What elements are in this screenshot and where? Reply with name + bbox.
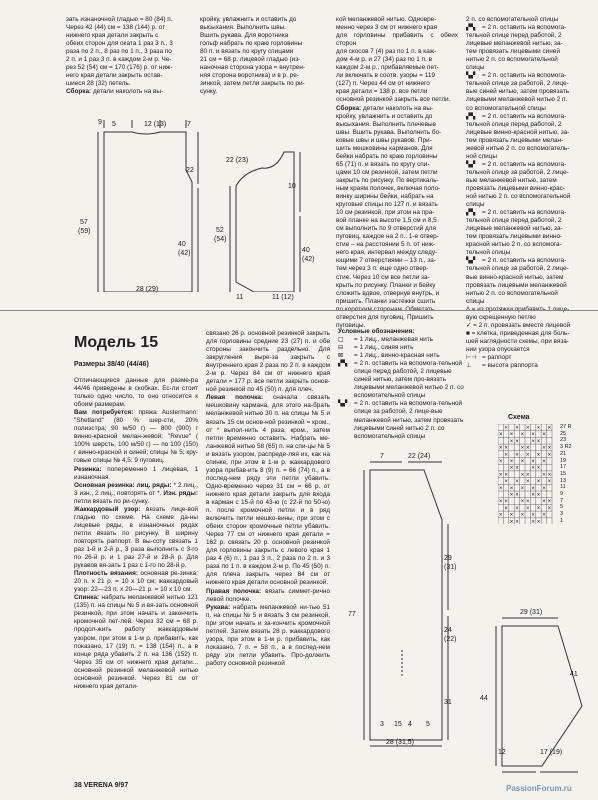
cross-cell-icon: ×	[542, 512, 546, 519]
cross-cell-icon: ×	[520, 472, 525, 479]
dim-label: 12	[498, 749, 506, 756]
cross-cell-icon: ×	[515, 479, 519, 486]
dim-label: 22 (24)	[408, 453, 431, 460]
cross-cell-icon: ×	[526, 472, 530, 479]
cross-cell-icon: ×	[542, 432, 546, 439]
cross-cell-icon: ×	[542, 472, 546, 479]
cross-cell-icon: ×	[526, 425, 530, 432]
scheme-row-label: 13	[560, 477, 567, 484]
dim-label: 41	[570, 671, 578, 678]
cross-cell-icon: ×	[520, 485, 525, 492]
front-schematic	[344, 440, 464, 750]
cross-cell-icon: ×	[499, 512, 503, 519]
cross-cell-icon: ×	[526, 505, 530, 512]
scheme-row-label: 15	[560, 470, 567, 477]
dim-label: 57	[80, 219, 88, 226]
cross-cell-icon: ×	[547, 479, 552, 486]
dim-label: 5	[426, 721, 430, 728]
dim-label: 77	[348, 611, 356, 618]
cross-cell-icon: ×	[536, 519, 541, 524]
scheme-row-label: 3 R2	[560, 444, 572, 451]
cable-symbol-icon: ▚▞	[466, 160, 476, 168]
cable-symbol-icon: ▞▚	[466, 209, 476, 217]
dim-label: (42)	[302, 256, 315, 263]
dim-label: 4	[408, 721, 412, 728]
cross-cell-icon: ×	[515, 492, 519, 499]
cable-symbol-icon: ▚▞	[466, 257, 476, 265]
dim-label: 31	[444, 699, 452, 706]
cross-cell-icon: ×	[547, 445, 552, 452]
repeat-bracket-icon: ⊢⊣	[466, 353, 477, 361]
scheme-row-label: 1	[560, 517, 564, 524]
dim-label: 40	[302, 247, 310, 254]
cross-cell-icon: ×	[536, 425, 541, 432]
scheme-row-label: 9	[560, 491, 564, 498]
cross-cell-icon: ×	[509, 459, 514, 465]
cross-cell-icon: ×	[531, 438, 535, 445]
cross-cell-icon: ×	[504, 479, 508, 486]
watermark: PassionForum.ru	[506, 784, 572, 793]
cross-cell-icon: ×	[509, 512, 514, 519]
colA-text: Отличающиеся данные для разме-ра 44/46 приведены в скобках. Ес-ли стоит только одно число, то оно относится к обоим размерам. Вам потребуется: пряжа Austermann: "Shetland" (80 % шер-сти, 20% полиэстра; 90 м/50 г) — 800 (900) г винно-красной мелан-жевой; "Revue" ( 100% шерсть, 100 м/50 г) — по 100 (150) г винно-красной и синей; спицы № 5; кру-говые спицы № 4,5; 9 пуговиц. Резинка: попеременно 1 лицевая, 1 изнаночная. Основная резинка: лиц. ряды: * 2 лиц., 3 изн., 2 лиц., повторять от *. Изн. ряды: петли вязать по ри-сунку. Жаккардовый узор: вязать лице-вой гладью по схеме. На схеме да-ны лицевые ряды, в изнаночных рядах петли вязать по рисунку. В ширину повторять раппорт. В вы-соту связать 1 раз 1-й и 2-й р., 3 раза выполнить с 3-го по 26-й р. и 1 раз 27-й и 28-й р. Для рукавов вя-зать 1 раз с 1-го по 28-й р. Плотность вязания: основная ре-зинка: 20 п. x 21 р. = 10 x 10 см; жаккардовый узор: 22—23 п. x 20—21 р. = 10 x 10 см. Спинка: набрать меланжевой нитью 121 (135) п. на спицы № 5 и вя-зать основной резинкой, при этом начать и закончить кромочной пет-лей. Через 32 см = 68 р. продол-жить работу жаккардовым узором, при этом в 1-м р. прибавить, как показано, 17 (19) п. = 138 (154) п., а в конце ряда убавить 2 п. на 136 (152) п. Через 35 см от нижнего края детали... основной резинкой меланжевой нитью основной резинкой. Через 81 см от нижнего края детали-	[74, 377, 198, 690]
cross-cell-icon: ×	[520, 512, 525, 519]
cross-cell-icon: ×	[536, 492, 541, 499]
cross-cell-icon: ×	[531, 519, 535, 524]
legend	[338, 328, 466, 441]
legend-title: Условные обозначения:	[338, 328, 415, 335]
cross-cell-icon: ×	[531, 459, 535, 465]
scheme-row-label: 17	[560, 464, 567, 471]
cross-cell-icon: ×	[547, 499, 552, 506]
cross-cell-icon: ×	[509, 432, 514, 439]
scheme-row-label: 27 R	[560, 424, 572, 430]
cross-cell-icon: ×	[547, 425, 552, 432]
scheme-title: Схема	[508, 414, 530, 421]
cross-cell-icon: ×	[509, 519, 514, 524]
dim-label: (54)	[214, 236, 227, 243]
back-schematic	[74, 112, 204, 292]
cross-cell-icon: ×	[515, 438, 519, 445]
dim-label: (31)	[444, 564, 457, 571]
cross-cell-icon: ×	[531, 432, 535, 439]
cross-cell-icon: ×	[504, 505, 508, 512]
dim-label: 5	[112, 121, 116, 128]
cross-cell-icon: ×	[547, 472, 552, 479]
sleeve-outline	[236, 152, 294, 292]
dim-label: 10	[288, 183, 296, 190]
cross-cell-icon: ×	[531, 465, 535, 472]
scheme-row-label: 21	[560, 450, 567, 457]
dim-label: (22)	[444, 636, 457, 643]
cable-symbol-icon: ▚▞	[466, 72, 476, 80]
cross-cell-icon: ×	[520, 499, 525, 506]
dim-label: 28 (29)	[136, 286, 159, 293]
cross-cell-icon: ×	[531, 485, 535, 492]
dim-label: 29	[444, 555, 452, 562]
empty-cell-icon: □	[338, 336, 344, 344]
dim-label: 12 (13)	[144, 121, 167, 128]
cable-symbol-icon: ▞▚	[338, 360, 348, 368]
dim-label: 11	[236, 294, 244, 301]
cross-cell-icon: ×	[526, 452, 530, 459]
left-top-text: зать изнаночной гладью = 80 (84) п. Через 42 (44) см = 138 (144) р. от нижнего края детали закрыть с обеих сторон для оката 1 раз 3 п., 3 раза по 2 п., 8 раз по 1 п., 3 раза по 2 п. и 1 раз 3 п. в каждом 2-м р. Че- рез 52 (54) см = 170 (176) р. от ниж- него края детали закрыть остав- шиеся 28 (32) петель. Сборка: детали наколоть на вы-	[66, 16, 173, 96]
cross-cell-icon: ×	[526, 479, 530, 486]
cross-cell-icon: ×	[520, 445, 525, 452]
cross-cell-icon: ×	[526, 445, 530, 452]
scheme-row-label: 25	[560, 430, 567, 437]
sleeve2-schematic	[466, 596, 596, 776]
model-sizes: Размеры 38/40 (44/46)	[74, 361, 149, 368]
back-outline	[104, 132, 192, 292]
dim-label: 52	[216, 227, 224, 234]
dim-label: 15	[394, 721, 402, 728]
cross-cell-icon: ×	[536, 465, 541, 472]
dim-label: 3	[380, 721, 384, 728]
cross-cell-icon: ×	[504, 445, 508, 452]
legend-row: ⊠ = 1 лиц., винно-красная нить	[338, 352, 440, 360]
cross-cell-icon: ×	[542, 445, 546, 452]
page-footer: 38 VERENA 9/97	[74, 782, 129, 789]
cross-cell-icon: ×	[526, 499, 530, 506]
colB-text: связано 26 р. основной резинкой закрыть для горловины средние 23 (27) п. и обе стороны закончить раздельно. Для закругления выре-за закрыть с внутреннего края 2 раза по 2 п. в каждом 2-м р. Через 84 см от нижнего края детали = 177 р. все петли закрыть основ-ной резинкой по 45 (50) п. для плеч. Левая полочка: сначала связать мешковину кармана, для этого на-брать меланжевой нитью 30 п. на спицы № 5 и вязать 15 см основ-ной резинкой = кром., от * выпол-нить 4 раза, кром., затем петли временно оставить. Набрать ме-ланжевой нитью 58 (65) п. на спи-цы № 5 и вязать узором, распреде-ляя их, как на спинке, при этом в 1-м р. жаккардового узора прибав-ить 8 (9) п. = 66 (74) п., а в послед-нем ряду эти петли убавить. Одно-временно через 31 см = 66 р. от нижнего края детали закрыть для входа в карман с 15-й по 43-ю (с 22-й по 50-ю) п. после кромочной петли и в ряд включить петли мешко-вины, при этом с обеих сторон кромочные петли убавить. Через 77 см от нижнего края детали = 162 р. связать 20 р. основной резинкой для горловины закрыть с левого края 1 раз 4 (6) п., 1 раз 3 п., 2 раза по 2 п. и 3 раза по 1 п. в каждом 2-м р. По 45 (50) п. для плеча закрыть через 84 см от нижнего края детали основной резинкой. Правая полочка: вязать симмет-рично левой полочке. Рукава: набрать меланжевой ни-тью 51 п. на спицы № 5 и вязать 3 см резинкой, при этом начать и за-кончить кромочной петлей. Затем вязать 28 р. жаккардового узора, при этом в 1-м р. прибавить, как показано, 7 п. = 58 п., а в послед-нем ряду эти петли убавить. Про-должить работу основной резинкой	[206, 330, 330, 667]
cable-symbol-icon: ▞▚	[466, 24, 476, 32]
cross-cell-icon: ×	[499, 499, 503, 506]
cross-cell-icon: ×	[547, 452, 552, 459]
cross-cell-icon: ×	[547, 505, 552, 512]
dim-label: 24	[444, 627, 452, 634]
cross-cell-icon: ×	[515, 425, 519, 432]
sleeve2-outline	[502, 626, 582, 766]
dim-label: 40	[178, 241, 186, 248]
dim-label: 7	[380, 453, 384, 460]
cross-cell-icon: ×	[536, 438, 541, 445]
cross-cell-icon: ×	[499, 472, 503, 479]
cross-cell-icon: ×	[504, 499, 508, 506]
scheme-row-label: 11	[560, 484, 566, 491]
repeat-height-icon: ⊥	[466, 362, 472, 370]
cross-cell-icon: ×	[504, 425, 508, 432]
cross-cell-icon: ×	[504, 472, 508, 479]
cross-cell-icon: ×	[536, 505, 541, 512]
dim-label: 11 (12)	[272, 294, 294, 301]
cross-cell-icon: ×	[499, 432, 503, 439]
cross-cell-icon: ×	[499, 485, 503, 492]
cross-cell-icon: ×	[542, 499, 546, 506]
dim-label: 7	[187, 121, 191, 128]
dim-label: 9	[98, 119, 102, 126]
cross-cell-icon: ×	[515, 505, 519, 512]
col2-top-text: кройку, увлажнить и оставить до высыхания. Выполнить швы. Вшить рукава. Для воротника гольф набрать по краю горловины 80 п. и вязать по кругу спицами 21 см = 68 р. лицевой гладью (из- наночная сторона узора = внутрен- няя сторона воротника) и в р. ре- зинкой, затем петли закрыть по ри- сунку.	[200, 16, 306, 96]
cross-cell-icon: ×	[536, 479, 541, 486]
scheme-row-label: 23	[560, 437, 567, 444]
col3-text: кой меланжевой нитью. Одновре- менно через 3 см от нижнего края для горловины прибавить с обеих сторон для скосов 7 (4) раз по 1 п. в каж- дом 4-м р. и 27 (34) раз по 1 п. в каждом 2-м р., прибавляемые пет- ли включать в соотв. узоры = 119 (127) п. Через 44 см от нижнего края детали = 138 р. все петли основной резинкой закрыть все петли. Сборка: детали наколоть на вы- кройку, увлажнить и оставить до высыхания. Выполнить плечевые швы. Вшить рукава. Выполнить бо- ковые швы и швы рукавов. При- шить мешковины карманов. Для бейки набрать по краю горловины 65 (71) п. и вязать по кругу спи- цами 10 см резинкой, затем петли закрыть по рисунку. По вертикаль- ным краям полочек, включая поло- винку ширины бейки, набрать на круговые спицы по 127 п. и вязать 10 см резинкой, при этом на пра- вой планке на высоте 1,5 см и 8,5 см выполнить по 9 отверстий для пуговиц, каждое на 2 п.: 1-е отвер- стие – на расстоянии 5 п. от ниж- него края, интервал между следу- ющими 7 отверстиями – 13 п., за- тем через 3 п. еще одно отвер- стие. Через 10 см все петли за- крыть по рисунку. Планки и бейку сложить вдвое, отвернув внутрь, и пришить. Планки застежки сшить отверстия для пуговиц. Пришить пуговицы.	[336, 16, 458, 329]
dim-label: 22 (23)	[226, 157, 249, 164]
col4-text: 2 п. со вспомогательной спицы ▞▚ = 2 п. оставить на вспомога- тельной спице перед работой, 2 лицевые меланжевой нитью, за- тем провязать лицевыми синей нитью 2 п. со вспомогательной спицы ▚▞ = 2 п. оставить на вспомога- тельной спице за работой, 2 лице- вые синей нитью, затем провязать лицевыми меланжевой нитью 2 п. со вспомогательной спицы ▞▚ = 2 п. оставить на вспомога- тельной спице перед работой, 2 лицевые винно-красной нитью, за- тем провязать лицевыми мелан- жевой нитью 2 п. со вспомогатель- ной спицы ▚▞ = 2 п. оставить на вспомога- тельной спице за работой, 2 лице- вые меланжевой нитью, затем провязать лицевыми винно-крас- ной нитью 2 п. со вспомогательной спицы ▞▚ = 2 п. оставить на вспомога- тельной спице перед работой, 2 лицевые меланжевой нитью, за- тем провязать лицевыми винно- красной нитью 2 п. со вспомога- тельной спицы ▚▞ = 2 п. оставить на вспомога- тельной спице за работой, 2 лице- вые винно-красной нитью, затем провязать лицевыми меланжевой нитью 2 п. со вспомогательной спицы вую скрещенную петлю ✓ = 2 п. провязать вместе лицевой ■ = клетка, приведенная для боль- шей наглядности схемы, при вяза- нии узора опускается ⊢⊣ = раппорт ⊥ = высота раппорта	[466, 16, 571, 370]
scheme-row-label: 3	[560, 511, 564, 518]
scheme-row-label: 19	[560, 457, 567, 464]
cable-symbol-icon: ▞▚	[466, 112, 476, 120]
cross-cell-icon: ×	[515, 465, 519, 472]
cross-cell-icon: ⊠	[338, 352, 344, 360]
cross-cell-icon: ×	[515, 519, 519, 524]
dim-label: (59)	[78, 228, 91, 235]
legend-row: □ = 1 лиц., меланжевая нить	[338, 336, 433, 344]
cross-cell-icon: ×	[542, 485, 546, 492]
dim-label: 22	[186, 167, 194, 174]
cross-cell-icon: ×	[531, 492, 535, 499]
dim-label: 44	[480, 695, 488, 702]
cross-cell-icon: ×	[520, 432, 525, 439]
legend-row: ⊟ = 1 лиц., синяя нить	[338, 344, 414, 352]
cross-cell-icon: ×	[509, 465, 514, 472]
cross-cell-icon: ×	[509, 485, 514, 492]
sleeve-schematic	[206, 112, 336, 292]
scheme-row-label: 5	[560, 504, 564, 511]
cross-cell-icon: ×	[531, 512, 535, 519]
front-outline	[370, 470, 442, 740]
scheme-row-label: 7	[560, 497, 564, 504]
cross-cell-icon: ×	[536, 452, 541, 459]
cross-cell-icon: ×	[520, 459, 525, 465]
cross-cell-icon: ×	[509, 438, 514, 445]
cross-cell-icon: ×	[499, 459, 503, 465]
cross-cell-icon: ×	[504, 452, 508, 459]
bar-cell-icon: ⊟	[338, 344, 344, 352]
dim-label: 29 (31)	[520, 609, 543, 616]
legend-row: ▞▚ = 2 п. оставить на вспомога-тельной спице перед работой, 2 лицевые синей нитью, затем про-вязать лицевыми меланжевой нитью 2 п. со вспомогательной спицы	[338, 360, 464, 400]
section-divider	[0, 310, 598, 311]
dim-label: 28 (31,5)	[386, 739, 415, 746]
scheme-row-labels	[560, 424, 572, 525]
cross-cell-icon: ×	[542, 459, 546, 465]
cross-cell-icon: ×	[499, 445, 503, 452]
cross-cell-icon: ×	[509, 492, 514, 499]
legend-row: ▚▞ = 2 п. оставить на вспомога-тельной спице за работой, 2 лице-вые меланжевой нитью, затем провязать лицевыми синей нитью 2 п. со вспомогательной спицы	[338, 400, 464, 440]
model-title: Модель 15	[74, 334, 159, 351]
cable-symbol-icon: ▚▞	[338, 400, 348, 408]
dim-label: (42)	[178, 250, 191, 257]
dim-label: 17 (19)	[540, 749, 563, 756]
cross-cell-icon: ×	[515, 452, 519, 459]
